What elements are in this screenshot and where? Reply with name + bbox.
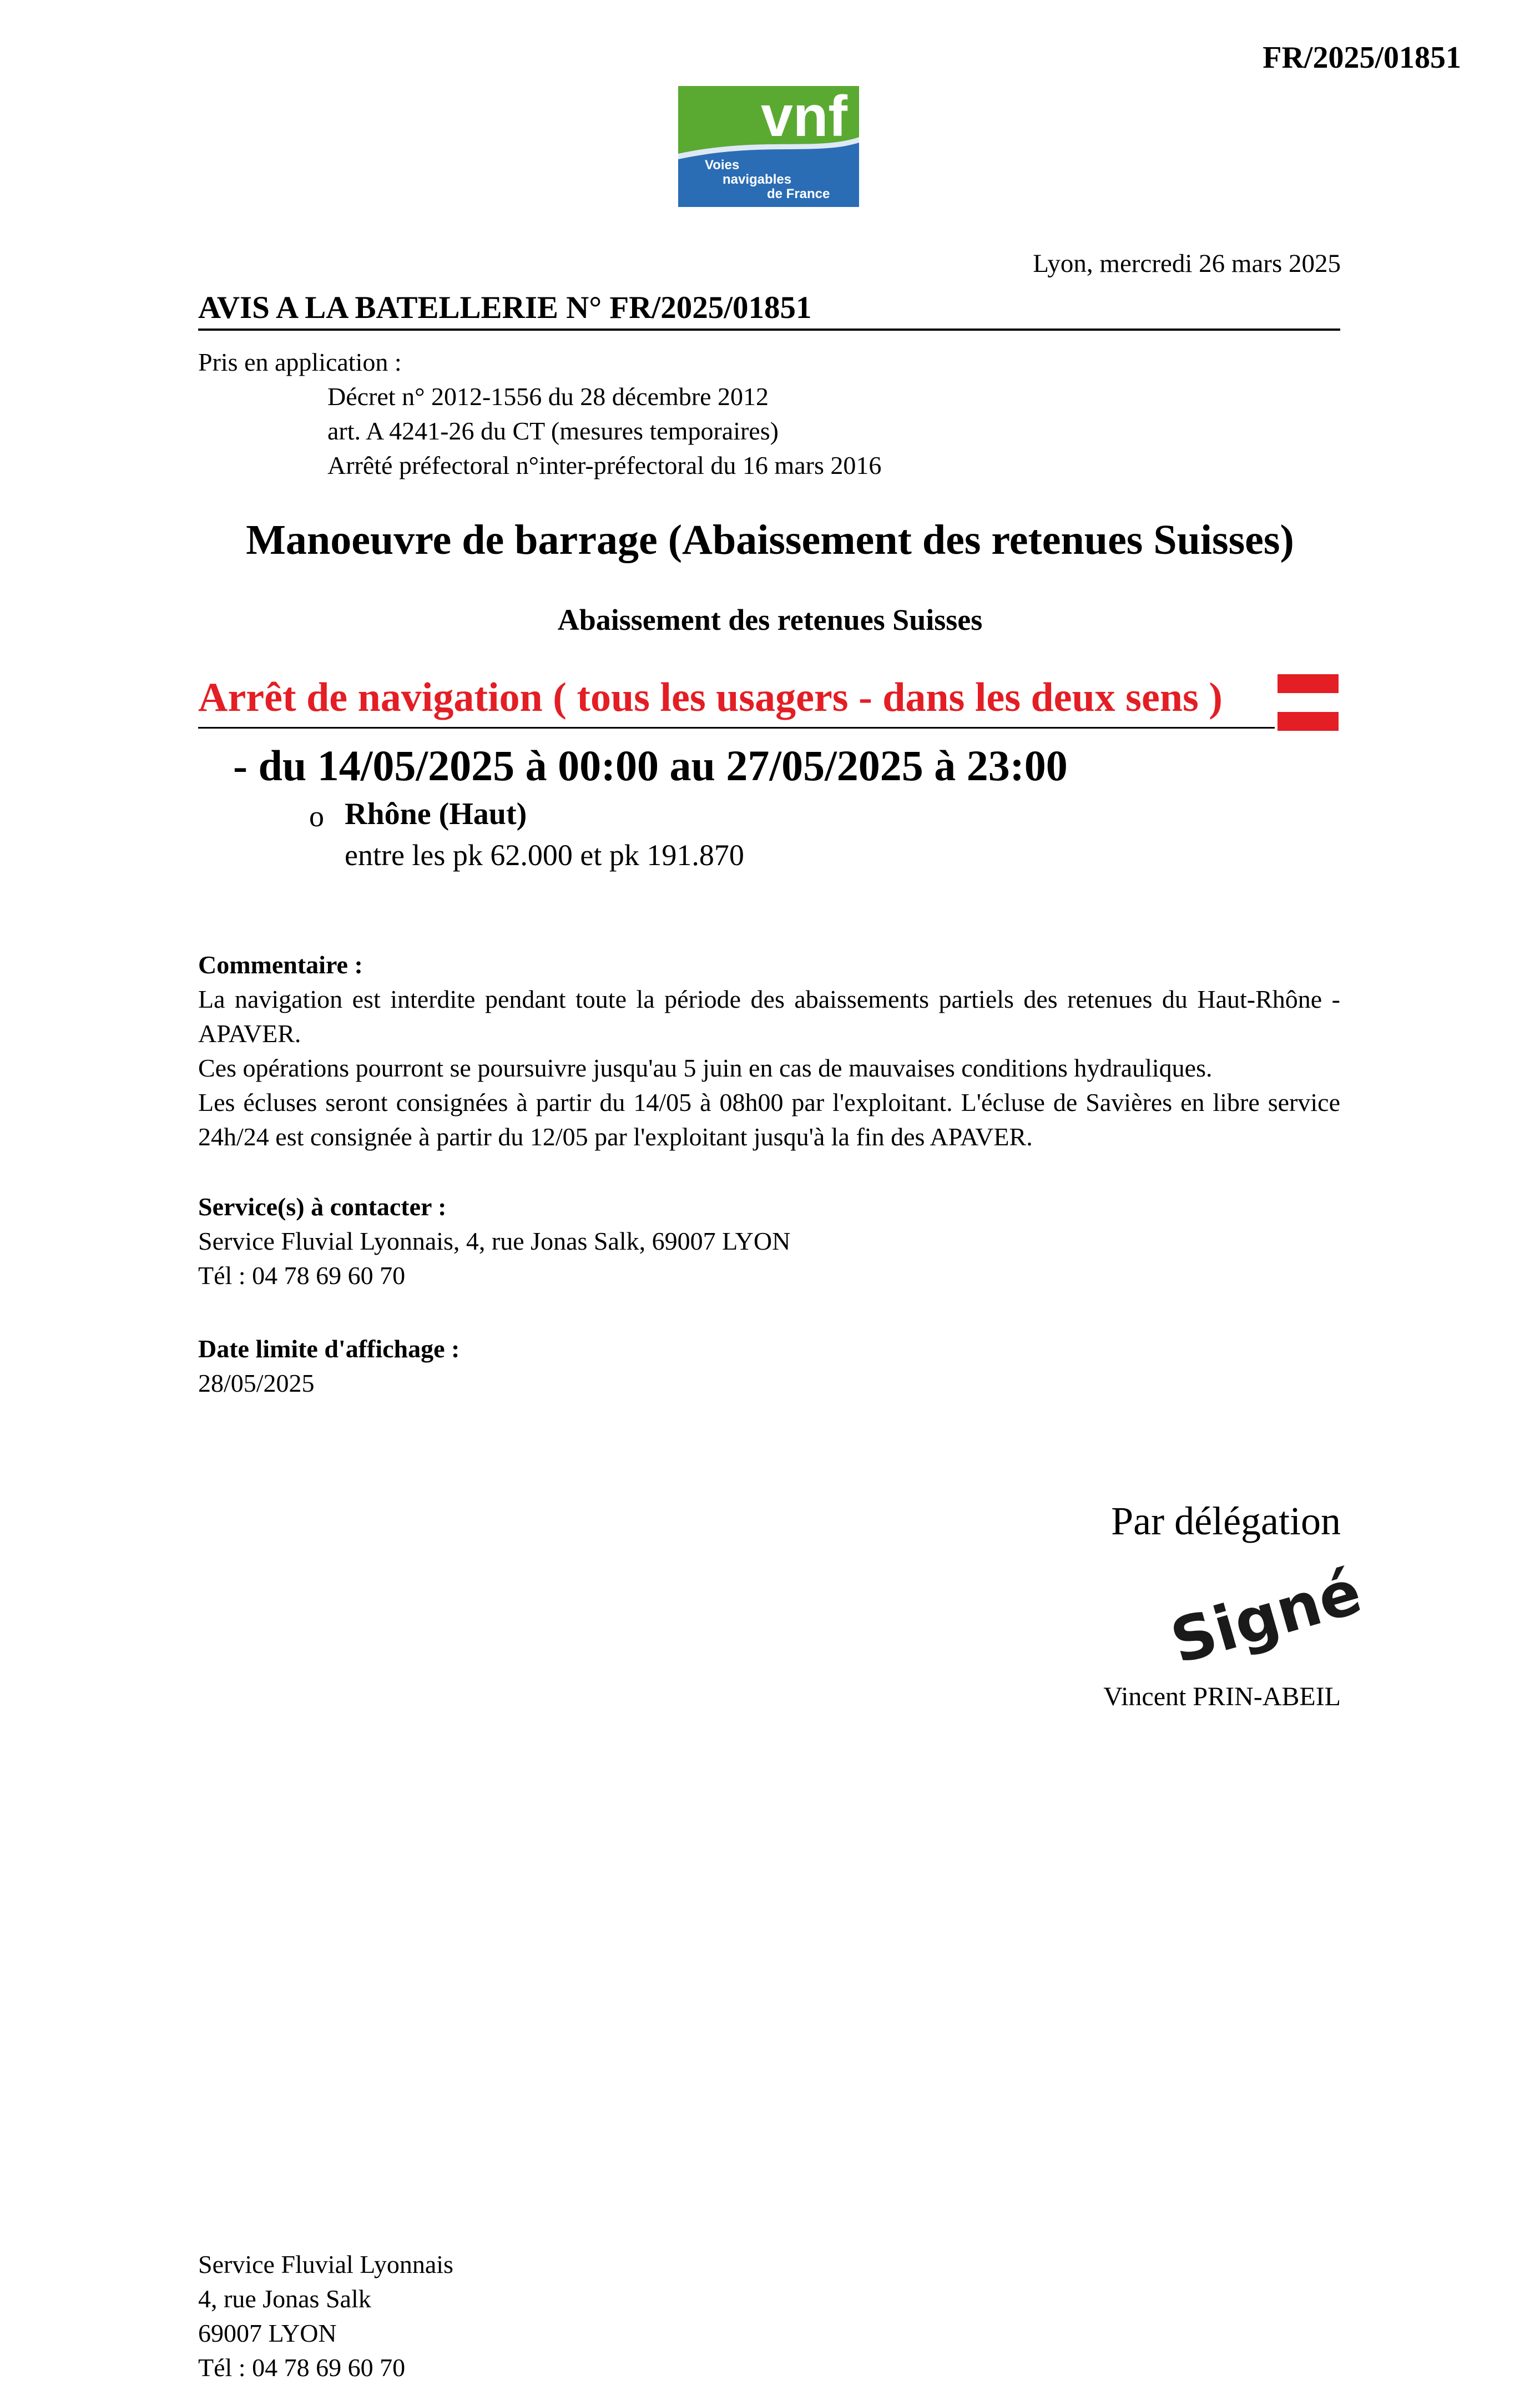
affichage-label: Date limite d'affichage : <box>198 1335 460 1363</box>
zone-name: Rhône (Haut) <box>345 797 527 831</box>
notice-title: Manoeuvre de barrage (Abaissement des retenues Suisses) <box>246 517 1294 563</box>
notice-subtitle: Abaissement des retenues Suisses <box>557 603 983 636</box>
commentaire-label: Commentaire : <box>198 951 363 979</box>
service-section <box>198 1190 1340 1293</box>
legal-references <box>327 380 881 483</box>
svg-text:vnf: vnf <box>761 84 847 149</box>
affichage-date: 28/05/2025 <box>198 1369 315 1397</box>
legal-reference: Arrêté préfectoral n°inter-préfectoral du 16 mars 2016 <box>327 451 882 479</box>
document-reference: FR/2025/01851 <box>1263 41 1461 75</box>
commentaire-paragraph: La navigation est interdite pendant toute la période des abaissements partiels des retenues du Haut-Rhône - APAVER. <box>198 985 1340 1048</box>
period: - du 14/05/2025 à 00:00 au 27/05/2025 à 23:00 <box>233 741 1068 790</box>
service-phone: Tél : 04 78 69 60 70 <box>198 1261 406 1290</box>
pk-range: entre les pk 62.000 et pk 191.870 <box>345 838 744 872</box>
affichage-section <box>198 1332 1340 1401</box>
footer-line: 69007 LYON <box>198 2319 337 2347</box>
footer-line: Service Fluvial Lyonnais <box>198 2250 453 2278</box>
service-label: Service(s) à contacter : <box>198 1192 447 1221</box>
signature-stamp <box>1157 1555 1369 1678</box>
avis-underline <box>198 329 1340 331</box>
arret-underline <box>198 727 1275 729</box>
stop-sign-icon <box>1278 674 1339 731</box>
commentaire-paragraph: Les écluses seront consignées à partir du 14/05 à 08h00 par l'exploitant. L'écluse de Savières en libre service 24h/24 est consignée à partir du 12/05 par l'exploitant jusqu'à la fin des APAVER. <box>198 1088 1340 1151</box>
footer-address <box>198 2247 453 2385</box>
legal-reference: art. A 4241-26 du CT (mesures temporaires) <box>327 417 779 445</box>
legal-reference: Décret n° 2012-1556 du 28 décembre 2012 <box>327 382 769 411</box>
date-line: Lyon, mercredi 26 mars 2025 <box>1033 249 1341 278</box>
svg-text:Voies: Voies <box>705 158 740 173</box>
pris-label: Pris en application : <box>198 348 402 376</box>
avis-title: AVIS A LA BATELLERIE N° FR/2025/01851 <box>198 290 812 325</box>
arret-heading: Arrêt de navigation ( tous les usagers - dans les deux sens ) <box>198 675 1223 720</box>
footer-line: Tél : 04 78 69 60 70 <box>198 2353 406 2382</box>
delegation-label: Par délégation <box>1111 1499 1341 1543</box>
bullet-icon: o <box>309 800 324 833</box>
service-address: Service Fluvial Lyonnais, 4, rue Jonas Salk, 69007 LYON <box>198 1227 791 1255</box>
svg-text:navigables: navigables <box>723 172 792 187</box>
footer-line: 4, rue Jonas Salk <box>198 2285 371 2313</box>
commentaire-paragraph: Ces opérations pourront se poursuivre jusqu'au 5 juin en cas de mauvaises conditions hydrauliques. <box>198 1054 1213 1082</box>
vnf-logo <box>678 86 859 207</box>
signer-name: Vincent PRIN-ABEIL <box>1103 1682 1341 1711</box>
commentaire-section <box>198 948 1340 1154</box>
svg-text:Signé: Signé <box>1163 1555 1369 1678</box>
svg-text:de France: de France <box>767 186 830 201</box>
